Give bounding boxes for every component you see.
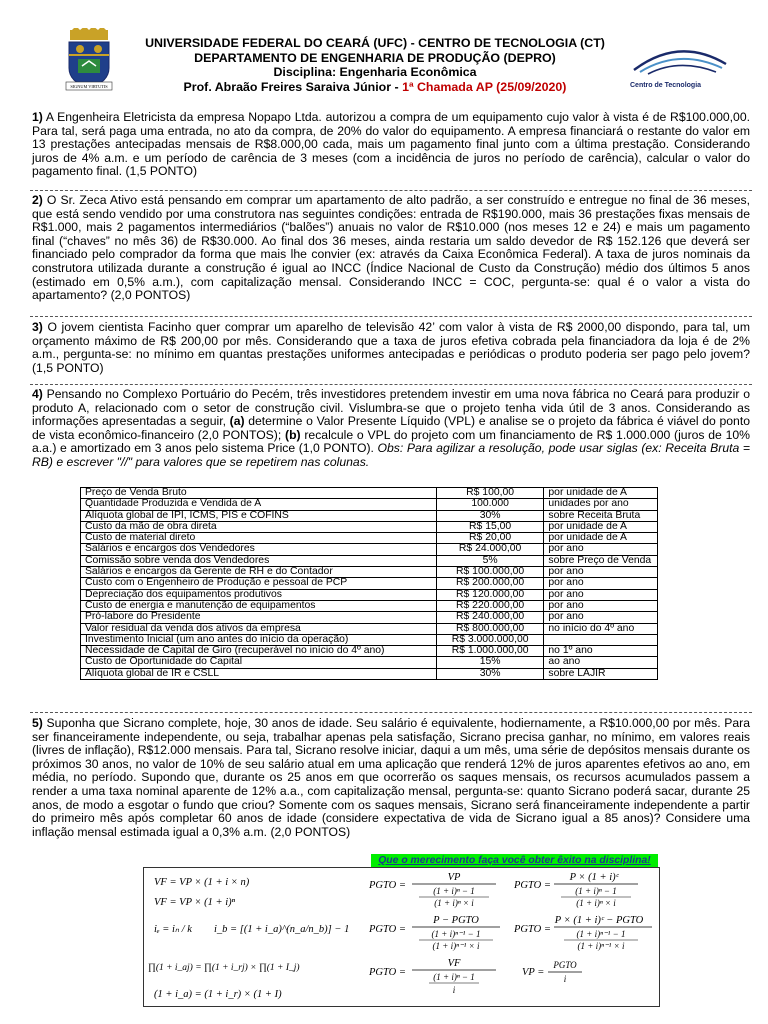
row-value: R$ 200.000,00	[436, 578, 544, 589]
question-5	[32, 717, 750, 839]
question-1-number: 1)	[32, 110, 43, 124]
row-unit: sobre LAJIR	[544, 668, 658, 679]
table-row	[81, 589, 658, 600]
pgto-label: PGTO =	[514, 924, 551, 935]
row-value: 15%	[436, 657, 544, 668]
fraction-denominator: i	[452, 985, 456, 995]
row-unit: por ano	[544, 567, 658, 578]
table-row	[81, 510, 658, 521]
row-unit: por ano	[544, 544, 658, 555]
row-label: Valor residual da venda dos ativos da empresa	[81, 623, 437, 634]
row-label: Investimento Inicial (um ano antes do início da operação)	[81, 634, 437, 645]
row-value: R$ 800.000,00	[436, 623, 544, 634]
question-2-text: O Sr. Zeca Ativo está pensando em comprar um apartamento de alto padrão, a ser construído e entregue no final de 36 meses, que está sendo vendido por uma construtora nas seguintes condições: entrada de R$190.000, mais 36 prestações fixas mensais de R$1.000, mais 2 pagamentos intermediários (“balões”) anuais no valor de R$10.000 (nos meses 12 e 24) e mais um pagamento final (“chaves” no mês 36) de R$30.000. Ao final dos 36 meses, ainda restaria um saldo devedor de R$ 152.126 que deverá ser financiado pelo comprador da forma que mais lhe convier (ex: através da Caixa Econômica Federal). A taxa de juros nominais da construtora utilizada durante a construção é igual ao INCC (Índice Nacional de Custo da Construção) médio dos últimos 5 anos (estimado em 0,5% a.m.), com capitalização mensal. Considerando INCC = COC, pergunta-se: qual é o valor a vista do apartamento? (2,0 PONTOS)	[32, 193, 750, 303]
fraction-numerator: P × (1 + i)ᶜ	[569, 872, 619, 883]
fraction-denominator: (1 + i)ⁿ⁻¹ × i	[577, 941, 625, 951]
table-row	[81, 533, 658, 544]
row-label: Custo com o Engenheiro de Produção e pessoal de PCP	[81, 578, 437, 589]
row-label: Custo da mão de obra direta	[81, 521, 437, 532]
fraction-denominator: (1 + i)ⁿ − 1	[433, 972, 475, 982]
row-unit	[544, 634, 658, 645]
fraction-denominator: (1 + i)ⁿ × i	[434, 898, 474, 908]
question-3-text: O jovem cientista Facinho quer comprar um aparelho de televisão 42’ com valor à vista de R$ 2000,00 dispondo, para tal, um orçamento máximo de R$ 200,00 por mês. Considerando que a taxa de juros efetiva cobrada pela financiadora da loja é de 2% a.m., pergunta-se: no mínimo em quantas prestações uniformes antecipadas e periódicas o produto poderia ser pago pelo jovem? (1,5 PONTO)	[32, 320, 750, 375]
fraction-numerator: VF	[447, 958, 461, 969]
fraction-numerator: PGTO	[553, 960, 577, 970]
table-row	[81, 499, 658, 510]
professor-line	[130, 80, 620, 95]
row-label: Salários e encargos dos Vendedores	[81, 544, 437, 555]
row-value: R$ 220.000,00	[436, 600, 544, 611]
question-5-text: Suponha que Sicrano complete, hoje, 30 anos de idade. Seu salário é equivalente, hodiernamente, a R$10.000,00 por mês. Para ser financeiramente independente, ou seja, trabalhar apenas pela satisfação, Sicrano precisa ganhar, no mínimo, em valores reais (livres de inflação), R$12.000 mensais. Para tal, Sicrano resolve iniciar, daqui a um mês, uma série de depósitos mensais durante os próximos 30 anos, no valor de 10% de seu salário atual em uma aplicação que renderá 12% de juros aparentes efetivos ao ano, em média, no período. Supondo que, durante os 25 anos em que ocorrerão os saques mensais, os recursos acumulados passem a render a uma taxa nominal aparente de 12% a.a., com capitalização mensal, pergunta-se: quanto Sicrano poderá sacar, durante 25 anos, de modo a esgotar o fundo que criou? Somente com os saques mensais, Sicrano será financeiramente independente a partir do primeiro mês após completar 60 anos de idade (considere expectativa de vida de Sicrano igual a 85 anos)? Considere uma inflação mensal estimada igual a 0,3% a.m. (2,0 PONTOS)	[32, 716, 750, 839]
row-unit: por unidade de A	[544, 533, 658, 544]
row-unit: por ano	[544, 578, 658, 589]
question-2-number: 2)	[32, 193, 43, 207]
table-row	[81, 555, 658, 566]
row-label: Salários e encargos da Gerente de RH e do Contador	[81, 567, 437, 578]
row-unit: unidades por ano	[544, 499, 658, 510]
pgto-label: PGTO =	[514, 880, 551, 891]
table-row	[81, 578, 658, 589]
formula-product-rates: ∏(1 + i_aj) = ∏(1 + i_rj) × ∏(1 + I_j)	[148, 963, 300, 973]
professor-name: Prof. Abraão Freires Saraiva Júnior -	[183, 79, 403, 94]
row-label: Necessidade de Capital de Giro (recuperável no início do 4º ano)	[81, 646, 437, 657]
row-unit: por ano	[544, 600, 658, 611]
row-unit: ao ano	[544, 657, 658, 668]
fraction-numerator: P − PGTO	[433, 915, 479, 926]
table-row	[81, 634, 658, 645]
exam-label: 1ª Chamada AP (25/09/2020)	[402, 79, 567, 94]
ct-logo	[626, 40, 732, 96]
table-row	[81, 600, 658, 611]
fraction-denominator: (1 + i)ⁿ − 1	[575, 886, 617, 896]
row-value: R$ 20,00	[436, 533, 544, 544]
row-unit: por unidade de A	[544, 521, 658, 532]
question-4-number: 4)	[32, 387, 43, 401]
question-2	[32, 194, 750, 303]
fraction-denominator: (1 + i)ⁿ⁻¹ × i	[432, 941, 480, 951]
ufc-crest-icon	[64, 28, 114, 92]
formula-compound-interest: VF = VP × (1 + i)ⁿ	[154, 897, 235, 908]
row-unit: sobre Preço de Venda	[544, 555, 658, 566]
row-value: 5%	[436, 555, 544, 566]
table-row	[81, 567, 658, 578]
row-label: Depreciação dos equipamentos produtivos	[81, 589, 437, 600]
formula-simple-interest: VF = VP × (1 + i × n)	[154, 877, 250, 888]
table-row	[81, 646, 658, 657]
row-label: Alíquota global de IPI, ICMS, PIS e COFINS	[81, 510, 437, 521]
question-1	[32, 111, 750, 179]
row-label: Custo de material direto	[81, 533, 437, 544]
formula-fisher: (1 + i_a) = (1 + i_r) × (1 + I)	[154, 989, 282, 1000]
row-unit: no início do 4º ano	[544, 623, 658, 634]
row-value: 100.000	[436, 499, 544, 510]
row-unit: por unidade de A	[544, 488, 658, 499]
page-header	[0, 0, 768, 110]
crest-motto: SIGNUM VIRTUTIS	[70, 84, 108, 89]
table-row	[81, 623, 658, 634]
fraction-denominator: i	[563, 974, 567, 984]
formula-sheet	[143, 867, 660, 1007]
row-label: Custo de Oportunidade do Capital	[81, 657, 437, 668]
row-value: R$ 15,00	[436, 521, 544, 532]
row-unit: por ano	[544, 612, 658, 623]
question-3-number: 3)	[32, 320, 43, 334]
question-4-tag-a: (a)	[229, 414, 245, 429]
row-value: R$ 24.000,00	[436, 544, 544, 555]
question-4-text: Pensando no Complexo Portuário do Pecém, três investidores pretendem investir em uma nova fábrica no Ceará para produzir o produto A, relacionado com o setor de construção civil. Vislumbra-se que o projeto tenha vida útil de 3 anos. Considerando as informações apresentadas a seguir,	[32, 387, 750, 429]
row-value: R$ 1.000.000,00	[436, 646, 544, 657]
question-4	[32, 388, 750, 470]
table-row	[81, 612, 658, 623]
row-value: R$ 100.000,00	[436, 567, 544, 578]
formula-effective-rate: iₑ = iₙ / k	[154, 924, 192, 935]
ct-logo-icon	[626, 40, 732, 80]
row-unit: sobre Receita Bruta	[544, 510, 658, 521]
table-row	[81, 521, 658, 532]
row-label: Custo de energia e manutenção de equipamentos	[81, 600, 437, 611]
row-label: Comissão sobre venda dos Vendedores	[81, 555, 437, 566]
vp-label: VP =	[522, 967, 545, 978]
table-row	[81, 657, 658, 668]
question-4-obs: Obs: Para agilizar a resolução, pode usar siglas (ex: Receita Bruta = RB) e escrever "//" para valores que se repetirem nas colunas.	[32, 441, 751, 469]
row-value: 30%	[436, 510, 544, 521]
pgto-label: PGTO =	[369, 967, 406, 978]
table-row	[81, 668, 658, 679]
motto-banner: Que o merecimento faça você obter êxito na disciplina!	[371, 854, 658, 868]
row-unit: por ano	[544, 589, 658, 600]
header-text	[130, 36, 620, 94]
row-label: Pró-labore do Presidente	[81, 612, 437, 623]
row-unit: no 1º ano	[544, 646, 658, 657]
fraction-numerator: P × (1 + i)ᶜ − PGTO	[554, 915, 644, 926]
row-value: 30%	[436, 668, 544, 679]
pgto-label: PGTO =	[369, 924, 406, 935]
formula-equivalent-rate: i_b = [(1 + i_a)^(n_a/n_b)] − 1	[214, 924, 350, 935]
formula-canvas	[144, 868, 659, 1006]
question-4-text-b: determine o Valor Presente Líquido (VPL) e analise se o projeto da fábrica é viável do ponto de vista econômico-financeiro (2,0 PONTOS);	[32, 414, 750, 442]
project-data-table	[80, 487, 658, 680]
fraction-denominator: (1 + i)ⁿ − 1	[433, 886, 475, 896]
fraction-denominator: (1 + i)ⁿ⁻¹ − 1	[576, 929, 626, 939]
question-1-text: A Engenheira Eletricista da empresa Nopapo Ltda. autorizou a compra de um equipamento cujo valor à vista é de R$100.000,00. Para tal, será paga uma entrada, no ato da compra, de 20% do valor do equipamento. A empresa financiará o restante do valor em 13 prestações antecipadas mensais de R$8.000,00 cada, mais um pagamento final junto com a última prestação. Considerando juros de 4% a.m. e um período de carência de 3 meses (com a incidência de juros no período de carência), calcular o valor do pagamento final. (1,5 PONTO)	[32, 110, 750, 179]
row-value: R$ 120.000,00	[436, 589, 544, 600]
table-row	[81, 488, 658, 499]
fraction-denominator: (1 + i)ⁿ⁻¹ − 1	[431, 929, 481, 939]
fraction-numerator: VP	[447, 872, 461, 883]
university-title: UNIVERSIDADE FEDERAL DO CEARÁ (UFC) - CENTRO DE TECNOLOGIA (CT)	[145, 36, 605, 50]
question-4-text-c: recalcule o VPL do projeto com um financiamento de R$ 1.000.000 (juros de 10% a.a.) e amortizado em 3 anos pelo sistema Price (1,0 PONTO).	[32, 427, 751, 456]
table-row	[81, 544, 658, 555]
ct-logo-caption: Centro de Tecnologia	[630, 82, 702, 89]
separator	[30, 190, 752, 191]
separator	[30, 384, 752, 385]
department-title: DEPARTAMENTO DE ENGENHARIA DE PRODUÇÃO (DEPRO)	[194, 50, 556, 65]
question-4-tag-b: (b)	[285, 427, 301, 442]
row-value: R$ 240.000,00	[436, 612, 544, 623]
discipline-title: Disciplina: Engenharia Econômica	[273, 65, 477, 80]
row-value: R$ 100,00	[436, 488, 544, 499]
row-value: R$ 3.000.000,00	[436, 634, 544, 645]
row-label: Alíquota global de IR e CSLL	[81, 668, 437, 679]
row-label: Preço de Venda Bruto	[81, 488, 437, 499]
separator	[30, 316, 752, 317]
row-label: Quantidade Produzida e Vendida de A	[81, 499, 437, 510]
separator	[30, 712, 752, 713]
question-5-number: 5)	[32, 716, 43, 730]
question-3	[32, 321, 750, 375]
fraction-denominator: (1 + i)ⁿ × i	[576, 898, 616, 908]
pgto-label: PGTO =	[369, 880, 406, 891]
